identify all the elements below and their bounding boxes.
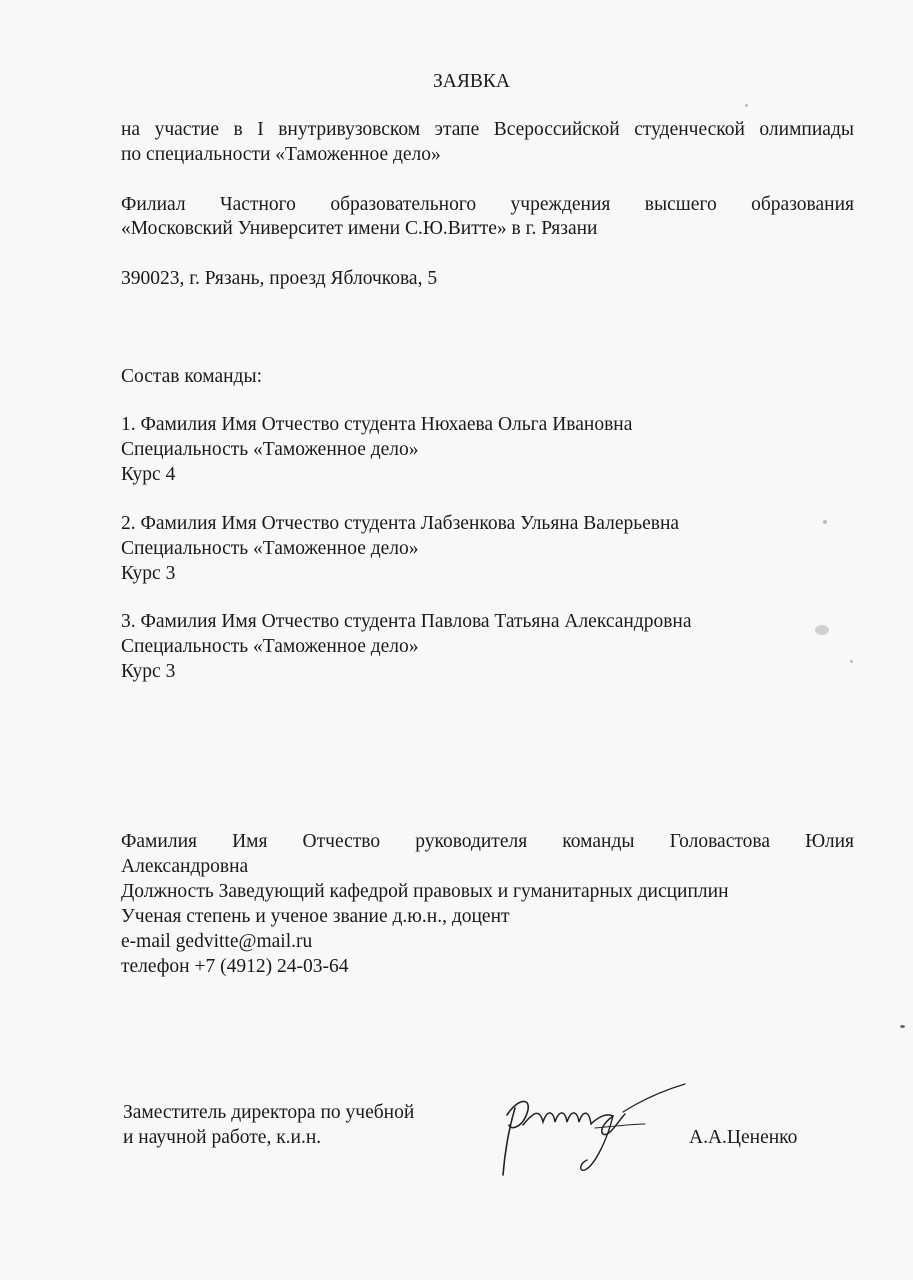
organization-line-1: Филиал Частного образовательного учреждения высшего образования (121, 194, 854, 215)
leader-degree: Ученая степень и ученое звание д.ю.н., доцент (121, 906, 510, 927)
student-3-course: Курс 3 (121, 661, 176, 682)
leader-line-2: Александровна (121, 856, 249, 877)
document-title: ЗАЯВКА (433, 71, 510, 92)
student-1-course: Курс 4 (121, 464, 176, 485)
scan-speck (815, 625, 829, 635)
signatory-title-line-2: и научной работе, к.и.н. (123, 1127, 322, 1148)
address: 390023, г. Рязань, проезд Яблочкова, 5 (121, 268, 438, 289)
scan-speck (823, 520, 827, 524)
signatory-name: А.А.Цененко (689, 1127, 798, 1148)
handwritten-signature (495, 1080, 695, 1180)
student-1-name: 1. Фамилия Имя Отчество студента Нюхаева Ольга Ивановна (121, 414, 633, 435)
student-2-specialty: Специальность «Таможенное дело» (121, 538, 419, 559)
leader-email: e-mail gedvitte@mail.ru (121, 931, 313, 952)
student-2-name: 2. Фамилия Имя Отчество студента Лабзенкова Ульяна Валерьевна (121, 513, 680, 534)
student-3-specialty: Специальность «Таможенное дело» (121, 636, 419, 657)
student-3-name: 3. Фамилия Имя Отчество студента Павлова Татьяна Александровна (121, 611, 692, 632)
signatory-title-line-1: Заместитель директора по учебной (123, 1102, 415, 1123)
scan-speck (745, 104, 748, 107)
subtitle-line-2: по специальности «Таможенное дело» (121, 144, 441, 165)
subtitle-line-1: на участие в I внутривузовском этапе Всероссийской студенческой олимпиады (121, 119, 854, 140)
scan-speck (900, 1025, 905, 1028)
leader-position: Должность Заведующий кафедрой правовых и гуманитарных дисциплин (121, 881, 729, 902)
leader-phone: телефон +7 (4912) 24-03-64 (121, 956, 349, 977)
student-2-course: Курс 3 (121, 563, 176, 584)
scan-speck (850, 660, 853, 663)
team-heading: Состав команды: (121, 366, 262, 387)
student-1-specialty: Специальность «Таможенное дело» (121, 439, 419, 460)
organization-line-2: «Московский Университет имени С.Ю.Витте» в г. Рязани (121, 218, 598, 239)
leader-line-1: Фамилия Имя Отчество руководителя команды Головастова Юлия (121, 831, 854, 852)
